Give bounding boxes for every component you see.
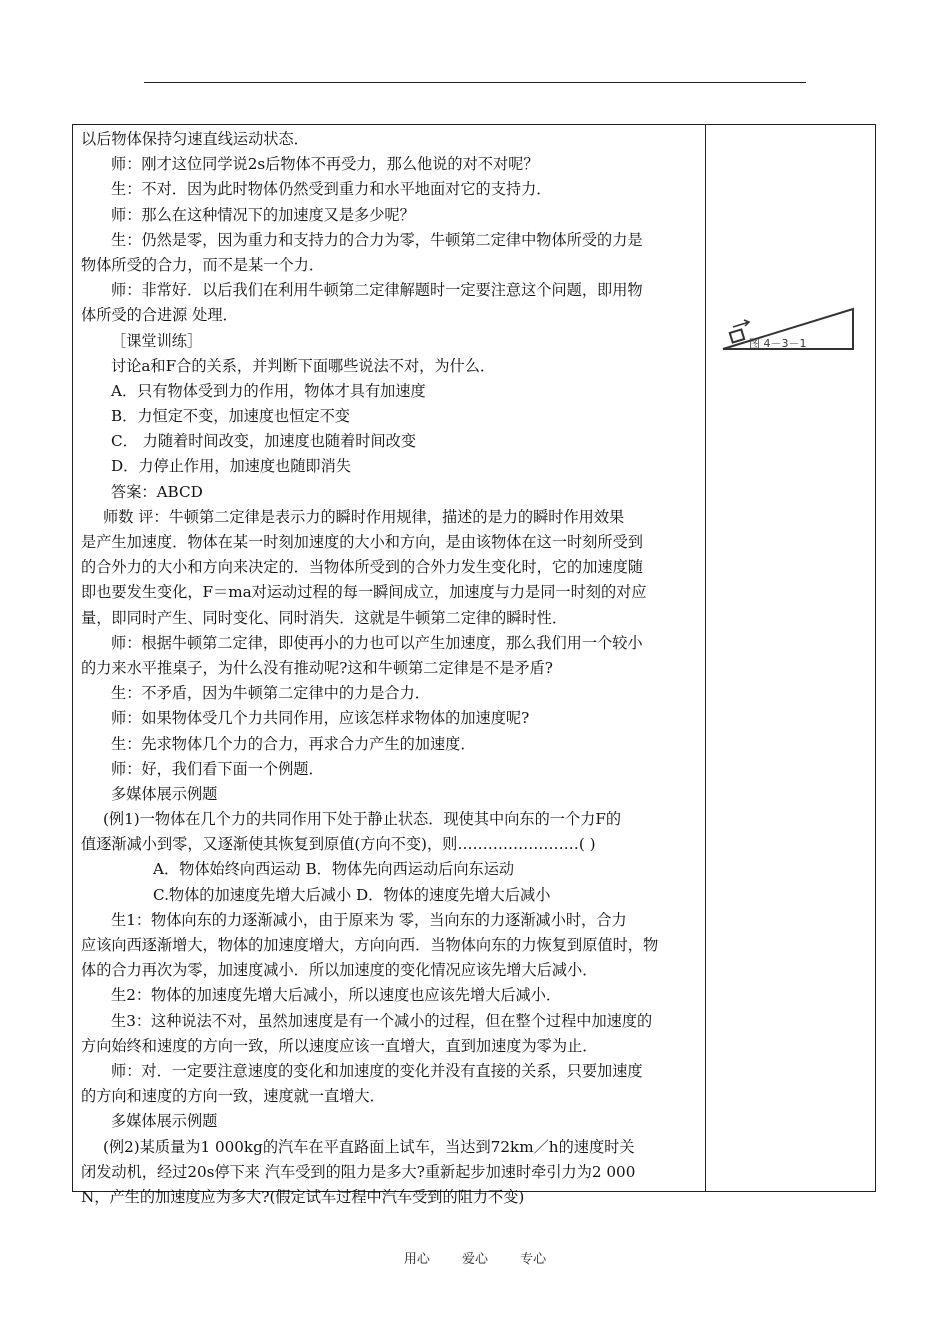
option-d: D．力停止作用，加速度也随即消失 (111, 457, 351, 476)
text-line: 师：对．一定要注意速度的变化和加速度的变化并没有直接的关系，只要加速度 (111, 1061, 643, 1080)
header-rule (144, 82, 806, 83)
section-heading: ［课堂训练］ (111, 331, 203, 350)
text-line: 师：如果物体受几个力共同作用，应该怎样求物体的加速度呢? (111, 709, 530, 728)
text-line: 师：好，我们看下面一个例题． (111, 759, 324, 778)
page-footer (0, 1248, 950, 1267)
text-line: 应该向西逐渐增大，物体的加速度增大，方向向西．当物体向东的力恢复到原值时，物 (81, 936, 659, 954)
text-line: 的合外力的大小和方向来决定的．当物体所受到的合外力发生变化时，它的加速度随 (81, 558, 643, 577)
text-line: 体所受的合进源 处理． (81, 306, 238, 325)
example-1-line: 值逐渐减小到零，又逐渐使其恢复到原值(方向不变)，则……………………( ) (81, 835, 596, 854)
text-line: 即也要发生变化，F＝ma对运动过程的每一瞬间成立，加速度与力是同一时刻的对应 (81, 583, 647, 602)
text-line: 的力来水平推桌子，为什么没有推动呢?这和牛顿第二定律是不是矛盾? (81, 658, 553, 677)
text-line: 的方向和速度的方向一致，速度就一直增大． (81, 1087, 385, 1106)
figure-caption: 图 4－3－1 (749, 337, 807, 350)
text-line: 是产生加速度．物体在某一时刻加速度的大小和方向，是由该物体在这一时刻所受到 (81, 533, 643, 551)
footer-text: 用心 (403, 1252, 430, 1267)
text-line: 生：先求物体几个力的合力，再求合力产生的加速度． (111, 734, 476, 753)
text-line: 师数 评：牛顿第二定律是表示力的瞬时作用规律，描述的是力的瞬时作用效果 (103, 507, 625, 526)
text-line: 师：那么在这种情况下的加速度又是多少呢？ (111, 205, 415, 224)
text-line: 生：不对．因为此时物体仍然受到重力和水平地面对它的支持力． (111, 180, 552, 199)
example-1-options: C.物体的加速度先增大后减小 D．物体的速度先增大后减小 (153, 885, 551, 904)
text-line: 方向始终和速度的方向一致，所以速度应该一直增大，直到加速度为零为止． (81, 1036, 598, 1055)
example-1-options: A．物体始终向西运动 B．物体先向西运动后向东运动 (153, 860, 515, 879)
text-line: 师：非常好．以后我们在利用牛顿第二定律解题时一定要注意这个问题，即用物 (111, 281, 643, 300)
example-2-line: (例2)某质量为1 000kg的汽车在平直路面上试车，当达到72km／h的速度时关 (103, 1137, 635, 1156)
option-a: A．只有物体受到力的作用，物体才具有加速度 (111, 381, 426, 400)
example-2-line: 闭发动机，经过20s停下来 汽车受到的阻力是多大?重新起步加速时牵引力为2 000 (81, 1162, 636, 1181)
text-line: 物体所受的合力，而不是某一个力． (81, 255, 324, 274)
text-line: 师：刚才这位同学说2s后物体不再受力，那么他说的对不对呢？ (111, 155, 539, 174)
text-line: 讨论a和F合的关系，并判断下面哪些说法不对，为什么． (111, 356, 496, 375)
text-line: 多媒体展示例题 (111, 1112, 218, 1131)
block-on-incline (730, 329, 744, 342)
text-line: 多媒体展示例题 (111, 784, 218, 803)
text-line: 生：不矛盾，因为牛顿第二定律中的力是合力． (111, 684, 430, 703)
lesson-table (72, 124, 876, 1206)
text-line: 师：根据牛顿第二定律，即使再小的力也可以产生加速度，那么我们用一个较小 (111, 633, 643, 652)
example-2-line: N，产生的加速度应为多大?(假定试车过程中汽车受到的阻力不变) (81, 1187, 525, 1206)
column-divider (705, 125, 706, 1191)
text-line: 以后物体保持匀速直线运动状态． (81, 130, 309, 148)
text-line: 生3：这种说法不对，虽然加速度是有一个减小的过程，但在整个过程中加速度的 (111, 1011, 653, 1030)
footer-text: 爱心 (461, 1252, 488, 1267)
example-1-line: (例1)一物体在几个力的共同作用下处于静止状态．现使其中向东的一个力F的 (103, 810, 622, 829)
lesson-content (81, 127, 701, 1210)
text-line: 生2：物体的加速度先增大后减小，所以速度也应该先增大后减小． (111, 986, 562, 1005)
text-line: 生：仍然是零，因为重力和支持力的合力为零，牛顿第二定律中物体所受的力是 (111, 230, 643, 249)
option-b: B．力恒定不变，加速度也恒定不变 (111, 407, 350, 426)
text-line: 体的合力再次为零，加速度减小．所以加速度的变化情况应该先增大后减小． (81, 961, 598, 980)
answer-line: 答案：ABCD (111, 482, 203, 501)
option-c: C． 力随着时间改变，加速度也随着时间改变 (111, 432, 417, 451)
footer-text: 专心 (520, 1252, 547, 1267)
text-line: 生1：物体向东的力逐渐减小，由于原来为 零，当向东的力逐渐减小时，合力 (111, 910, 627, 929)
text-line: 量，即同时产生、同时变化、同时消失．这就是牛顿第二定律的瞬时性． (81, 608, 567, 627)
